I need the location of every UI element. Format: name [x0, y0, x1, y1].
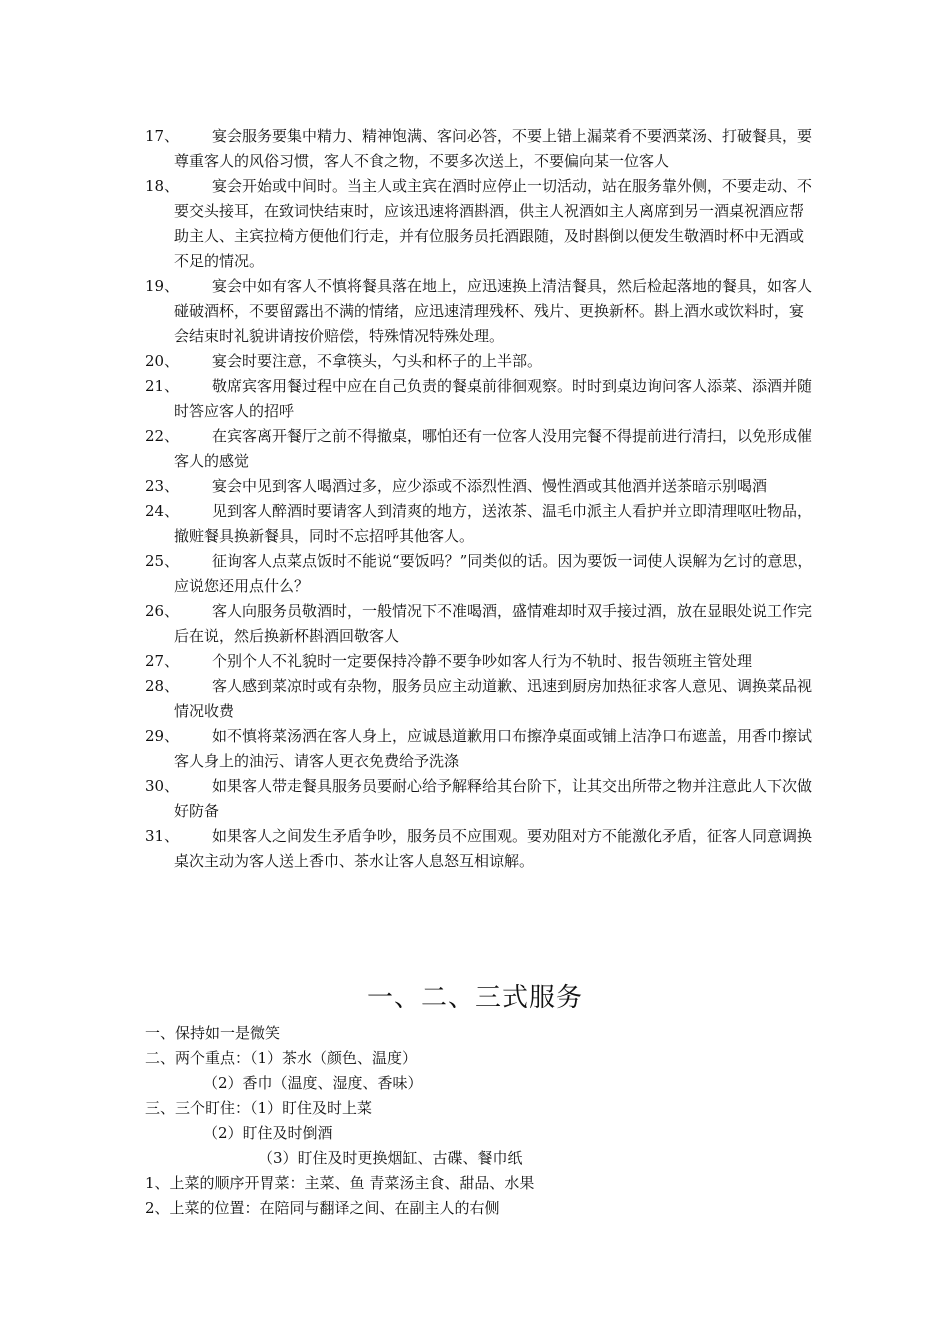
item-text: 宴会开始或中间时。当主人或主宾在酒时应停止一切活动，站在服务靠外侧，不要走动、不要交头接耳，在致词快结束时，应该迅速将酒斟酒，供主人祝酒如主人离席到另一酒桌祝酒应帮助主人、主宾拉椅方便他们行走，并有位服务员托酒跟随，及时斟倒以便发生敬酒时杯中无酒或不足的情况。 [174, 177, 813, 270]
list-item [145, 349, 817, 374]
item-number: 29、 [145, 727, 180, 745]
item-number: 19、 [145, 277, 180, 295]
item-text: 见到客人醉酒时要请客人到清爽的地方，送浓茶、温毛巾派主人看护并立即清理呕吐物品，撤赃餐具换新餐具，同时不忘招呼其他客人。 [174, 502, 813, 545]
list-item [145, 474, 817, 499]
list-item [145, 774, 817, 824]
section-line: 1、上菜的顺序开胃菜：主菜、鱼 青菜汤主食、甜品、水果 [145, 1174, 535, 1192]
list-item [145, 274, 817, 349]
item-text: 客人感到菜凉时或有杂物，服务员应主动道歉、迅速到厨房加热征求客人意见、调换菜品视情况收费 [174, 677, 813, 720]
item-number: 26、 [145, 602, 180, 620]
list-item [145, 124, 817, 174]
item-text: 客人向服务员敬酒时，一般情况下不准喝酒，盛情难却时双手接过酒，放在显眼处说工作完后在说，然后换新杯斟酒回敬客人 [174, 602, 813, 645]
item-number: 20、 [145, 352, 180, 370]
list-item [145, 549, 817, 599]
list-item [145, 824, 817, 874]
item-text: 如果客人带走餐具服务员要耐心给予解释给其台阶下，让其交出所带之物并注意此人下次做好防备 [174, 777, 813, 820]
item-text: 敬席宾客用餐过程中应在自己负责的餐桌前徘徊观察。时时到桌边询问客人添菜、添酒并随时答应客人的招呼 [174, 377, 813, 420]
list-item [145, 424, 817, 474]
list-item [145, 724, 817, 774]
list-item [145, 174, 817, 274]
list-item [145, 649, 817, 674]
section-heading: 一、二、三式服务 [366, 983, 583, 1013]
item-text: 在宾客离开餐厅之前不得撤桌，哪怕还有一位客人没用完餐不得提前进行清扫，以免形成催客人的感觉 [174, 427, 813, 470]
item-number: 24、 [145, 502, 180, 520]
item-number: 23、 [145, 477, 180, 495]
item-number: 31、 [145, 827, 180, 845]
item-text: 个别个人不礼貌时一定要保持冷静不要争吵如客人行为不轨时、报告领班主管处理 [212, 652, 753, 670]
section-line: 2、上菜的位置：在陪同与翻译之间、在副主人的右侧 [145, 1199, 500, 1217]
item-number: 30、 [145, 777, 180, 795]
rules-list [145, 124, 817, 874]
list-item [145, 499, 817, 549]
list-item [145, 599, 817, 649]
item-text: 宴会中见到客人喝酒过多，应少添或不添烈性酒、慢性酒或其他酒并送茶暗示别喝酒 [212, 477, 768, 495]
service-section [145, 1021, 825, 1221]
section-line: （3）盯住及时更换烟缸、古碟、餐巾纸 [258, 1149, 523, 1167]
section-line: 二、两个重点：（1）茶水（颜色、温度） [145, 1049, 418, 1067]
section-line: 一、保持如一是微笑 [145, 1024, 281, 1042]
list-item [145, 674, 817, 724]
item-text: 宴会服务要集中精力、精神饱满、客问必答，不要上错上漏菜肴不要洒菜汤、打破餐具，要尊重客人的风俗习惯，客人不食之物，不要多次送上，不要偏向某一位客人 [174, 127, 813, 170]
item-number: 25、 [145, 552, 180, 570]
item-number: 28、 [145, 677, 180, 695]
section-line: （2）盯住及时倒酒 [203, 1124, 333, 1142]
list-item [145, 374, 817, 424]
section-line: （2）香巾（温度、湿度、香味） [203, 1074, 423, 1092]
item-number: 21、 [145, 377, 180, 395]
item-text: 征询客人点菜点饭时不能说“要饭吗？”同类似的话。因为要饭一词使人误解为乞讨的意思，应说您还用点什么？ [174, 552, 813, 595]
item-number: 17、 [145, 127, 180, 145]
item-text: 宴会时要注意，不拿筷头，勺头和杯子的上半部。 [212, 352, 543, 370]
item-text: 如果客人之间发生矛盾争吵，服务员不应围观。要劝阻对方不能激化矛盾，征客人同意调换桌次主动为客人送上香巾、茶水让客人息怒互相谅解。 [174, 827, 813, 870]
item-number: 22、 [145, 427, 180, 445]
item-number: 27、 [145, 652, 180, 670]
item-text: 宴会中如有客人不慎将餐具落在地上，应迅速换上清洁餐具，然后检起落地的餐具，如客人碰破酒杯，不要留露出不满的情绪，应迅速清理残杯、残片、更换新杯。斟上酒水或饮料时，宴会结束时礼貌讲请按价赔偿，特殊情况特殊处理。 [174, 277, 813, 345]
item-text: 如不慎将菜汤洒在客人身上，应诚恳道歉用口布擦净桌面或铺上洁净口布遮盖，用香巾擦试客人身上的油污、请客人更衣免费给予洗涤 [174, 727, 813, 770]
section-line: 三、三个盯住：（1）盯住及时上菜 [145, 1099, 373, 1117]
item-number: 18、 [145, 177, 180, 195]
